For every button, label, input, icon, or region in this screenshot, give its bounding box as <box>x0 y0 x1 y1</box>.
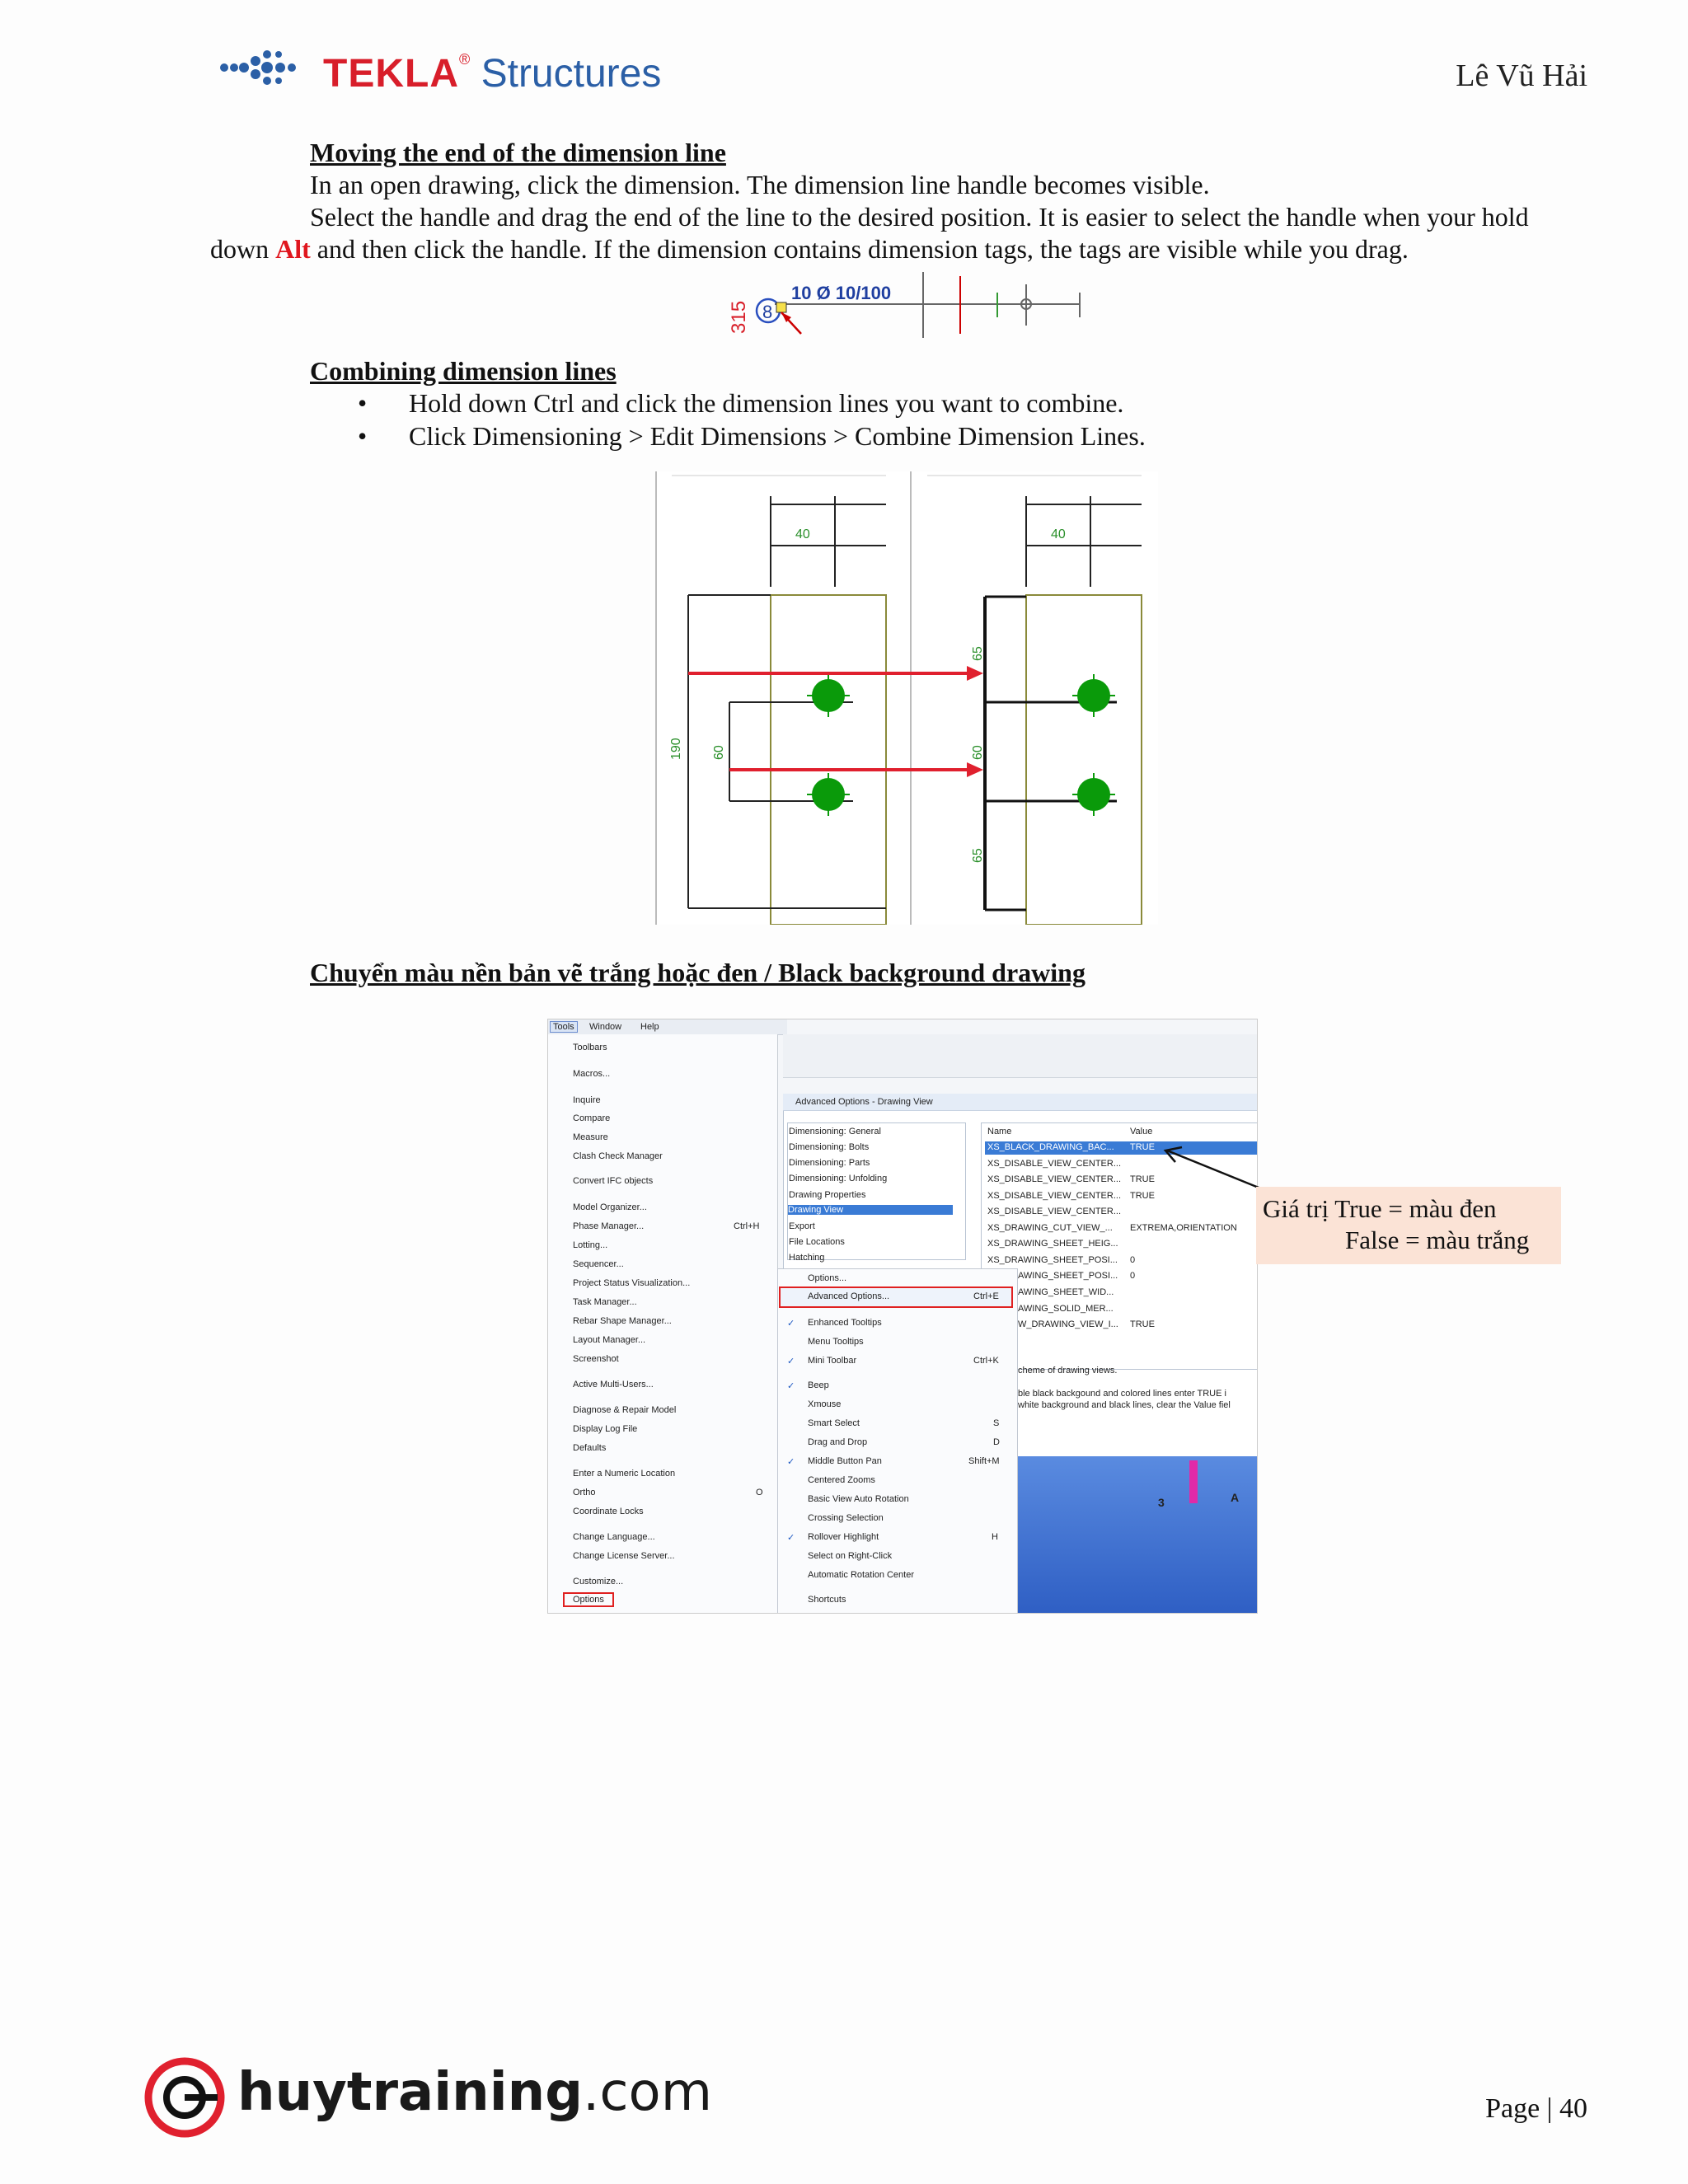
fig2-left-top: 40 <box>795 527 810 541</box>
cat-file-locations[interactable]: File Locations <box>789 1237 845 1247</box>
tools-ortho[interactable]: Ortho <box>573 1488 596 1497</box>
opt-drag-shortcut: D <box>993 1437 1000 1447</box>
cat-dim-bolts[interactable]: Dimensioning: Bolts <box>789 1142 870 1152</box>
row-8-name[interactable]: AWING_SHEET_POSI... <box>1018 1271 1118 1281</box>
row-0-name[interactable]: XS_BLACK_DRAWING_BAC... <box>987 1142 1114 1152</box>
check-icon: ✓ <box>787 1457 795 1467</box>
color-note <box>1256 1187 1561 1264</box>
row-10-name[interactable]: AWING_SOLID_MER... <box>1018 1304 1114 1314</box>
model-marker <box>1189 1460 1198 1503</box>
opt-options[interactable]: Options... <box>808 1273 847 1283</box>
tools-screenshot[interactable]: Screenshot <box>573 1354 619 1364</box>
menu-window[interactable]: Window <box>589 1022 622 1032</box>
cat-export[interactable]: Export <box>789 1221 815 1231</box>
tools-clash[interactable]: Clash Check Manager <box>573 1151 663 1161</box>
menu-tools[interactable]: Tools <box>550 1021 578 1033</box>
bullet-1-text: Hold down Ctrl and click the dimension lines you want to combine. <box>409 388 1124 418</box>
cat-dim-parts[interactable]: Dimensioning: Parts <box>789 1158 870 1168</box>
opt-shortcuts[interactable]: Shortcuts <box>808 1595 846 1605</box>
tools-multiuser[interactable]: Active Multi-Users... <box>573 1380 654 1390</box>
fig2-left-part: 60 <box>712 745 726 760</box>
tools-defaults[interactable]: Defaults <box>573 1443 607 1453</box>
tools-phase[interactable]: Phase Manager... <box>573 1221 645 1231</box>
tools-macros[interactable]: Macros... <box>573 1069 611 1079</box>
fig1-tag-text: 10 Ø 10/100 <box>791 283 892 303</box>
row-6-name[interactable]: XS_DRAWING_SHEET_HEIG... <box>987 1239 1118 1249</box>
desc-line-1: cheme of drawing views. <box>1018 1366 1118 1376</box>
cat-drawing-props[interactable]: Drawing Properties <box>789 1190 866 1200</box>
opt-smart-select[interactable]: Smart Select <box>808 1418 860 1428</box>
tools-license[interactable]: Change License Server... <box>573 1551 675 1561</box>
bullet-1: • Hold down Ctrl and click the dimension lines you want to combine. <box>358 388 1124 418</box>
tools-diagnose[interactable]: Diagnose & Repair Model <box>573 1405 677 1415</box>
menu-help[interactable]: Help <box>640 1022 659 1032</box>
section1-p2a: Select the handle and drag the end of the line to the desired position. It is easier to select the handle when your hold <box>310 202 1529 232</box>
desc-line-2: ble black backgound and colored lines enter TRUE i <box>1018 1389 1226 1399</box>
bullet-2-text: Click Dimensioning > Edit Dimensions > Combine Dimension Lines. <box>409 421 1146 451</box>
fig2-right-b: 60 <box>971 745 985 760</box>
opt-mini-toolbar[interactable]: Mini Toolbar <box>808 1356 857 1366</box>
author-name: Lê Vũ Hải <box>1456 59 1587 93</box>
dialog-title: Advanced Options - Drawing View <box>795 1097 933 1107</box>
row-9-name[interactable]: AWING_SHEET_WID... <box>1018 1287 1114 1297</box>
tools-phase-shortcut: Ctrl+H <box>734 1221 760 1231</box>
tools-lotting[interactable]: Lotting... <box>573 1240 608 1250</box>
tools-toolbars[interactable]: Toolbars <box>573 1043 607 1052</box>
opt-centered-zooms[interactable]: Centered Zooms <box>808 1475 875 1485</box>
col-name-header[interactable]: Name <box>987 1127 1012 1137</box>
tools-options[interactable]: Options <box>563 1592 614 1607</box>
opt-rollover[interactable]: Rollover Highlight <box>808 1532 879 1542</box>
opt-advanced[interactable]: Advanced Options... <box>808 1291 890 1301</box>
tools-layout[interactable]: Layout Manager... <box>573 1335 646 1345</box>
row-8-value[interactable]: 0 <box>1130 1271 1136 1281</box>
opt-right-click[interactable]: Select on Right-Click <box>808 1551 893 1561</box>
cat-dim-unfolding[interactable]: Dimensioning: Unfolding <box>789 1174 888 1183</box>
brand-sub: Structures <box>481 52 662 96</box>
toolbar-1[interactable] <box>783 1034 1257 1057</box>
tools-rebar[interactable]: Rebar Shape Manager... <box>573 1316 672 1326</box>
brand-name: TEKLA® Structures <box>323 51 662 96</box>
row-3-value[interactable]: TRUE <box>1130 1191 1155 1201</box>
opt-smart-shortcut: S <box>993 1418 1000 1428</box>
section1-p1: In an open drawing, click the dimension. The dimension line handle becomes visible. <box>310 170 1210 199</box>
opt-advanced-shortcut: Ctrl+E <box>973 1291 999 1301</box>
row-3-name[interactable]: XS_DISABLE_VIEW_CENTER... <box>987 1191 1121 1201</box>
opt-pan-shortcut: Shift+M <box>968 1456 1000 1466</box>
combine-dimension-figure <box>655 471 1158 925</box>
bullet-2: • Click Dimensioning > Edit Dimensions > Combine Dimension Lines. <box>358 421 1146 451</box>
fig2-right-top: 40 <box>1051 527 1066 541</box>
callout-arrow-icon <box>1154 1144 1269 1193</box>
p2b-post: and then click the handle. If the dimension contains dimension tags, the tags are visible while you drag. <box>310 234 1409 264</box>
row-2-name[interactable]: XS_DISABLE_VIEW_CENTER... <box>987 1174 1121 1184</box>
view-label-letter: A <box>1231 1491 1240 1504</box>
footer-logo <box>237 2062 712 2123</box>
opt-beep[interactable]: Beep <box>808 1380 829 1390</box>
tools-organizer[interactable]: Model Organizer... <box>573 1202 647 1212</box>
col-value-header[interactable]: Value <box>1130 1127 1153 1137</box>
footer-logo-suffix: .com <box>583 2062 713 2123</box>
tools-task[interactable]: Task Manager... <box>573 1297 637 1307</box>
footer-logo-main: huytraining <box>237 2062 583 2123</box>
row-1-name[interactable]: XS_DISABLE_VIEW_CENTER... <box>987 1159 1121 1169</box>
opt-mini-shortcut: Ctrl+K <box>973 1356 999 1366</box>
cat-dim-general[interactable]: Dimensioning: General <box>789 1127 881 1137</box>
tekla-logo-icon <box>216 43 307 92</box>
row-5-value[interactable]: EXTREMA,ORIENTATION <box>1130 1223 1237 1233</box>
fig1-tag-number: 8 <box>762 302 773 322</box>
opt-enhanced-tooltips[interactable]: Enhanced Tooltips <box>808 1318 882 1328</box>
tools-inquire[interactable]: Inquire <box>573 1095 601 1105</box>
opt-xmouse[interactable]: Xmouse <box>808 1399 842 1409</box>
desc-line-3: white background and black lines, clear the Value fiel <box>1018 1400 1231 1410</box>
check-icon: ✓ <box>787 1533 795 1543</box>
dimension-handle-figure <box>725 268 1088 342</box>
tools-compare[interactable]: Compare <box>573 1113 611 1123</box>
row-11-name[interactable]: W_DRAWING_VIEW_I... <box>1018 1319 1118 1329</box>
model-view[interactable] <box>1016 1456 1257 1613</box>
fig2-right-a: 65 <box>971 646 985 661</box>
tools-ifc[interactable]: Convert IFC objects <box>573 1176 654 1186</box>
fig2-left-total: 190 <box>669 738 683 760</box>
menubar <box>548 1019 787 1035</box>
opt-rollover-shortcut: H <box>992 1532 998 1542</box>
row-11-value[interactable]: TRUE <box>1130 1319 1155 1329</box>
opt-auto-rotation[interactable]: Basic View Auto Rotation <box>808 1494 909 1504</box>
view-label-number: 3 <box>1158 1496 1165 1509</box>
cat-hatching[interactable]: Hatching <box>789 1253 825 1263</box>
opt-rotation-center[interactable]: Automatic Rotation Center <box>808 1570 915 1580</box>
tools-measure[interactable]: Measure <box>573 1132 608 1142</box>
row-7-value[interactable]: 0 <box>1130 1255 1136 1265</box>
page-number: Page | 40 <box>1485 2093 1587 2124</box>
section2-heading: Combining dimension lines <box>310 356 617 386</box>
p2b-pre: down <box>210 234 276 264</box>
tools-customize[interactable]: Customize... <box>573 1577 624 1586</box>
check-icon: ✓ <box>787 1357 795 1366</box>
alt-key: Alt <box>275 234 311 264</box>
toolbar-2[interactable] <box>783 1056 1257 1078</box>
options-screenshot <box>547 1019 1258 1614</box>
cat-drawing-view[interactable]: Drawing View <box>788 1205 953 1215</box>
row-7-name[interactable]: XS_DRAWING_SHEET_POSI... <box>987 1255 1118 1265</box>
section1-p2b <box>210 233 1409 265</box>
note-line-1: Giá trị True = màu đen <box>1263 1194 1497 1223</box>
check-icon: ✓ <box>787 1381 795 1391</box>
fig1-dim-value: 315 <box>728 300 750 334</box>
footer-logo-icon <box>142 2052 232 2143</box>
tools-status-viz[interactable]: Project Status Visualization... <box>573 1278 691 1288</box>
fig2-right-c: 65 <box>971 848 985 863</box>
tools-sequencer[interactable]: Sequencer... <box>573 1259 624 1269</box>
row-2-value[interactable]: TRUE <box>1130 1174 1155 1184</box>
section1-heading: Moving the end of the dimension line <box>310 138 726 167</box>
note-line-2: False = màu trắng <box>1345 1226 1530 1254</box>
tools-log[interactable]: Display Log File <box>573 1424 638 1434</box>
opt-crossing[interactable]: Crossing Selection <box>808 1513 884 1523</box>
tools-ortho-shortcut: O <box>756 1488 763 1497</box>
section3-heading: Chuyển màu nền bản vẽ trắng hoặc đen / Black background drawing <box>310 958 1085 987</box>
opt-drag-drop[interactable]: Drag and Drop <box>808 1437 868 1447</box>
opt-menu-tooltips[interactable]: Menu Tooltips <box>808 1337 864 1347</box>
tools-language[interactable]: Change Language... <box>573 1532 655 1542</box>
tools-numeric[interactable]: Enter a Numeric Location <box>573 1469 676 1479</box>
opt-middle-pan[interactable]: Middle Button Pan <box>808 1456 882 1466</box>
tools-coordlocks[interactable]: Coordinate Locks <box>573 1507 644 1516</box>
check-icon: ✓ <box>787 1319 795 1329</box>
row-0-value[interactable]: TRUE <box>1130 1142 1155 1152</box>
row-5-name[interactable]: XS_DRAWING_CUT_VIEW_... <box>987 1223 1113 1233</box>
row-4-name[interactable]: XS_DISABLE_VIEW_CENTER... <box>987 1207 1121 1216</box>
brand-main: TEKLA <box>323 52 459 96</box>
